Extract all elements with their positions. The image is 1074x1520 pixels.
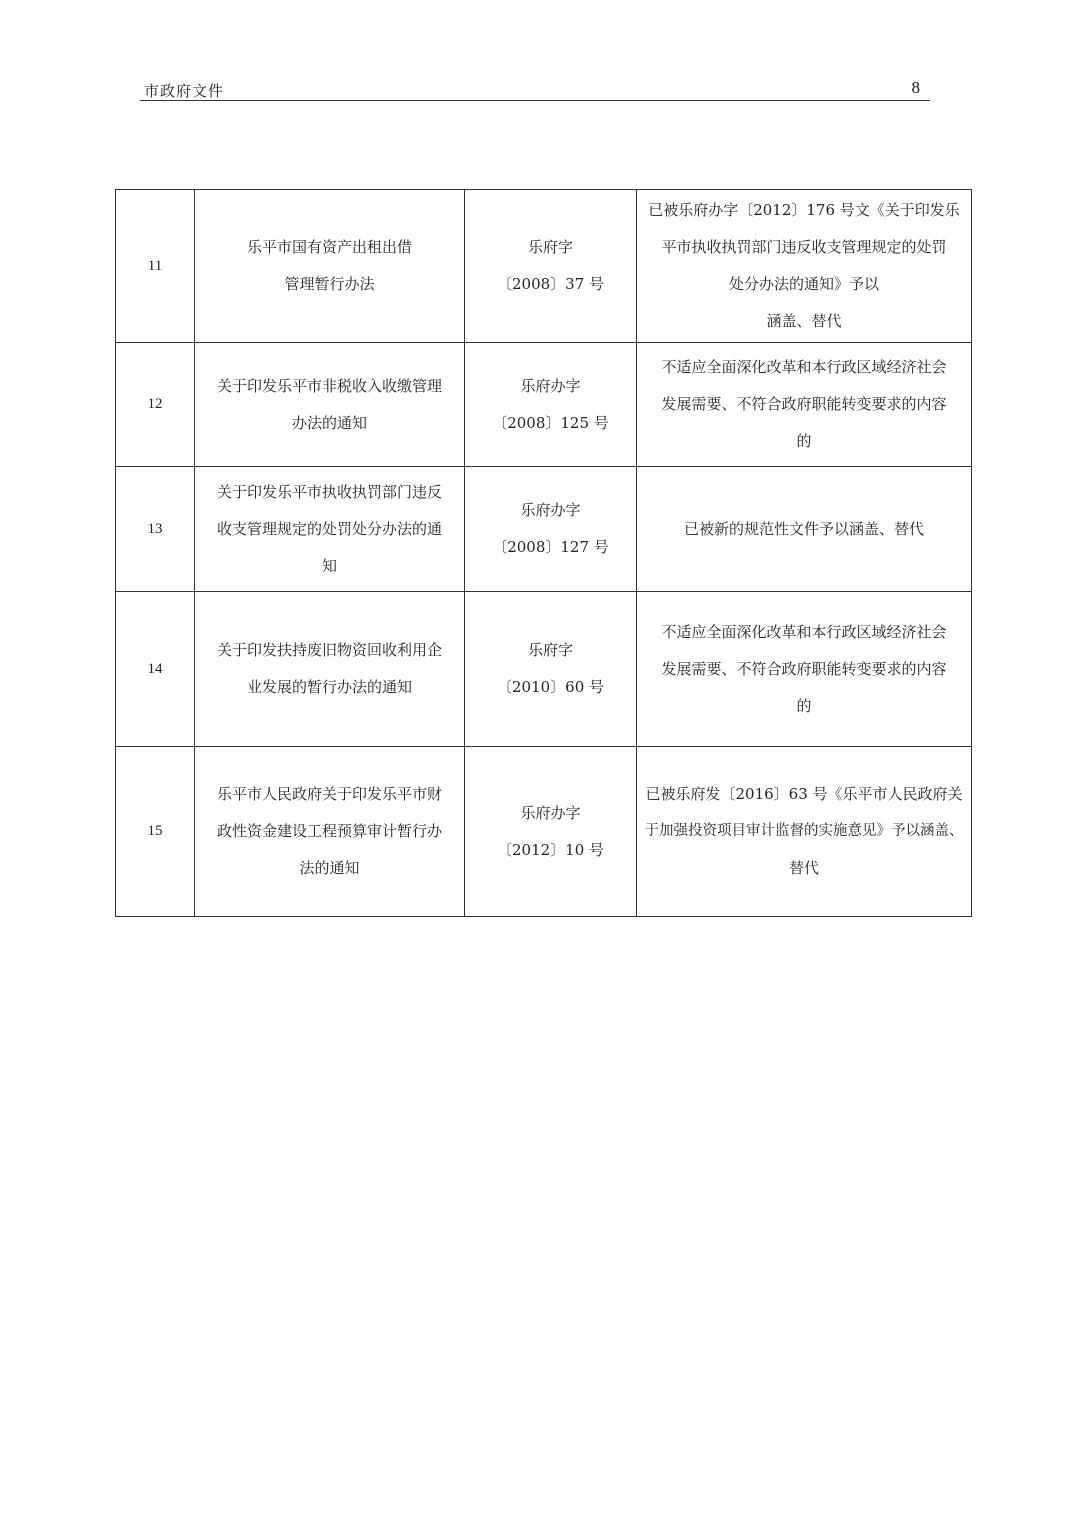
page-number: 8: [911, 78, 920, 97]
document-name: [195, 190, 465, 343]
name-line: 关于印发扶持废旧物资回收利用企: [216, 641, 442, 659]
abolish-reason: [637, 343, 972, 467]
doc-line: 〔2008〕127 号: [492, 538, 609, 556]
doc-line: 乐府字: [527, 641, 573, 659]
reason-line: 已被乐府办字〔2012〕176 号文《关于印发乐: [648, 201, 960, 219]
doc-line: 〔2008〕37 号: [496, 275, 605, 293]
abolish-reason: [637, 467, 972, 592]
doc-line: 乐府办字: [520, 803, 581, 822]
name-line: 乐平市国有资产出租出借: [246, 238, 412, 256]
page-header: [140, 78, 930, 101]
document-number: [465, 343, 637, 467]
name-line: 法的通知: [299, 859, 360, 877]
reason-line: 的: [796, 696, 812, 715]
document-number: [465, 467, 637, 592]
reason-line: 已被新的规范性文件予以涵盖、替代: [683, 519, 924, 538]
name-line: 关于印发乐平市非税收入收缴管理: [216, 376, 442, 395]
reason-line: 已被乐府发〔2016〕63 号《乐平市人民政府关: [645, 785, 963, 803]
header-title: 市政府文件: [144, 82, 225, 100]
abolish-reason: [637, 592, 972, 747]
abolish-reason: [637, 747, 972, 917]
name-line: 办法的通知: [291, 413, 367, 432]
name-line: 收支管理规定的处罚处分办法的通: [216, 519, 442, 538]
document-number: [465, 190, 637, 343]
row-number: 12: [116, 343, 195, 467]
reason-line: 平市执收执罚部门违反收支管理规定的处罚: [661, 238, 947, 256]
name-line: 关于印发乐平市执收执罚部门违反: [216, 482, 442, 501]
table-row: [116, 467, 972, 592]
reason-line: 涵盖、替代: [766, 312, 842, 330]
reason-line: 于加强投资项目审计监督的实施意见》予以涵盖、: [644, 823, 964, 839]
reason-line: 不适应全面深化改革和本行政区域经济社会: [661, 358, 947, 376]
doc-line: 乐府办字: [520, 501, 581, 519]
name-line: 管理暂行办法: [284, 275, 375, 293]
name-line: 知: [321, 556, 337, 575]
document-name: [195, 592, 465, 747]
document-name: [195, 467, 465, 592]
doc-line: 〔2012〕10 号: [496, 840, 605, 859]
row-number: 14: [116, 592, 195, 747]
name-line: 业发展的暂行办法的通知: [246, 678, 412, 696]
document-name: [195, 747, 465, 917]
name-line: 政性资金建设工程预算审计暂行办: [216, 822, 442, 840]
document-number: [465, 592, 637, 747]
document-name: [195, 343, 465, 467]
row-number: 13: [116, 467, 195, 592]
row-number: 11: [116, 190, 195, 343]
reason-line: 发展需要、不符合政府职能转变要求的内容: [661, 659, 947, 678]
doc-line: 〔2008〕125 号: [492, 413, 609, 432]
table-row: [116, 747, 972, 917]
row-number: 15: [116, 747, 195, 917]
table-row: [116, 343, 972, 467]
document-number: [465, 747, 637, 917]
table-row: [116, 592, 972, 747]
table-row: [116, 190, 972, 343]
name-line: 乐平市人民政府关于印发乐平市财: [216, 785, 442, 803]
reason-line: 替代: [788, 859, 819, 877]
reason-line: 不适应全面深化改革和本行政区域经济社会: [661, 622, 947, 641]
reason-line: 的: [796, 432, 812, 450]
doc-line: 〔2010〕60 号: [496, 678, 605, 696]
doc-line: 乐府办字: [520, 376, 581, 395]
document-table: [115, 189, 972, 917]
reason-line: 发展需要、不符合政府职能转变要求的内容: [661, 395, 947, 413]
doc-line: 乐府字: [527, 238, 573, 256]
reason-line: 处分办法的通知》予以: [728, 275, 879, 293]
abolish-reason: [637, 190, 972, 343]
